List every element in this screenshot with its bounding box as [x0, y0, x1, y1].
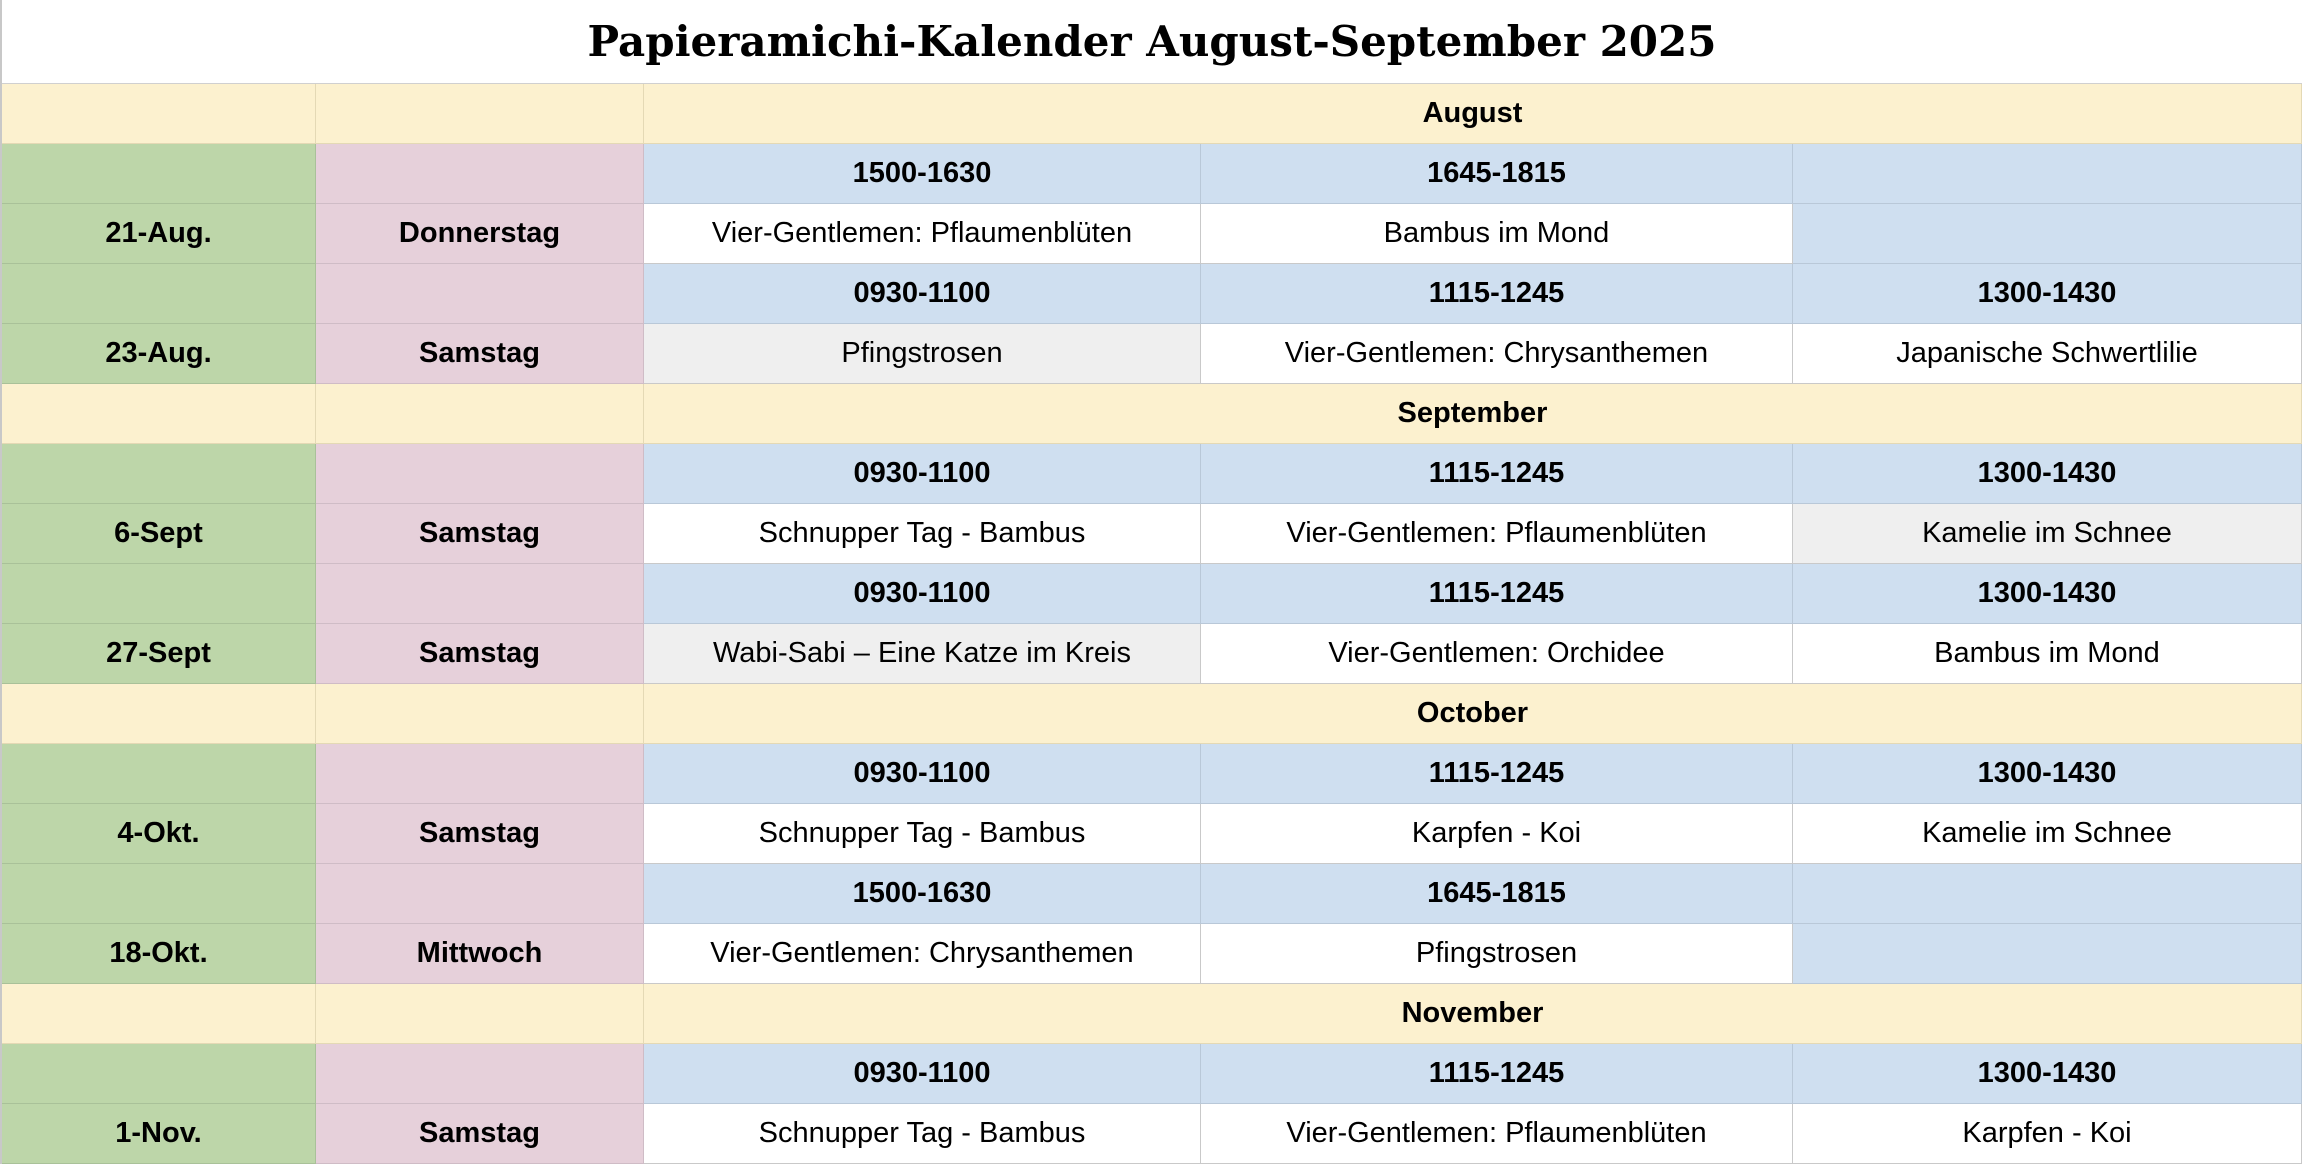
- course-cell[interactable]: Vier-Gentlemen: Pflaumenblüten: [1201, 504, 1793, 564]
- date-cell-empty[interactable]: [2, 144, 316, 204]
- course-cell[interactable]: Vier-Gentlemen: Pflaumenblüten: [1201, 1104, 1793, 1164]
- time-slot[interactable]: 0930-1100: [644, 564, 1201, 624]
- date-cell[interactable]: 27-Sept: [2, 624, 316, 684]
- date-cell[interactable]: 4-Okt.: [2, 804, 316, 864]
- day-cell[interactable]: Donnerstag: [316, 204, 644, 264]
- month-header[interactable]: November: [644, 984, 2302, 1044]
- course-cell[interactable]: Kamelie im Schnee: [1793, 504, 2302, 564]
- month-row-day-cell[interactable]: [316, 684, 644, 744]
- month-row-date-cell[interactable]: [2, 984, 316, 1044]
- day-cell[interactable]: Samstag: [316, 804, 644, 864]
- time-slot[interactable]: 1645-1815: [1201, 144, 1793, 204]
- course-cell[interactable]: Wabi-Sabi – Eine Katze im Kreis: [644, 624, 1201, 684]
- time-slot[interactable]: 1500-1630: [644, 864, 1201, 924]
- date-cell[interactable]: 6-Sept: [2, 504, 316, 564]
- day-cell-empty[interactable]: [316, 864, 644, 924]
- day-cell-empty[interactable]: [316, 264, 644, 324]
- day-cell[interactable]: Samstag: [316, 624, 644, 684]
- date-cell[interactable]: 18-Okt.: [2, 924, 316, 984]
- time-slot[interactable]: 0930-1100: [644, 444, 1201, 504]
- month-row-date-cell[interactable]: [2, 84, 316, 144]
- time-slot[interactable]: 1300-1430: [1793, 264, 2302, 324]
- course-cell[interactable]: Karpfen - Koi: [1793, 1104, 2302, 1164]
- calendar-grid: [2, 84, 2302, 1164]
- month-row-day-cell[interactable]: [316, 84, 644, 144]
- time-slot[interactable]: 1115-1245: [1201, 444, 1793, 504]
- course-cell[interactable]: Kamelie im Schnee: [1793, 804, 2302, 864]
- time-slot[interactable]: 1115-1245: [1201, 564, 1793, 624]
- course-cell[interactable]: Vier-Gentlemen: Chrysanthemen: [644, 924, 1201, 984]
- month-header[interactable]: August: [644, 84, 2302, 144]
- time-slot[interactable]: 1645-1815: [1201, 864, 1793, 924]
- month-row-date-cell[interactable]: [2, 684, 316, 744]
- month-header[interactable]: September: [644, 384, 2302, 444]
- date-cell-empty[interactable]: [2, 744, 316, 804]
- course-cell[interactable]: Vier-Gentlemen: Orchidee: [1201, 624, 1793, 684]
- page-title: Papieramichi-Kalender August-September 2025: [2, 0, 2302, 84]
- day-cell[interactable]: Samstag: [316, 504, 644, 564]
- empty-slot-cell[interactable]: [1793, 204, 2302, 264]
- date-cell[interactable]: 23-Aug.: [2, 324, 316, 384]
- time-slot[interactable]: 0930-1100: [644, 1044, 1201, 1104]
- time-slot[interactable]: 1115-1245: [1201, 744, 1793, 804]
- empty-slot-cell[interactable]: [1793, 144, 2302, 204]
- day-cell[interactable]: Samstag: [316, 1104, 644, 1164]
- date-cell[interactable]: 21-Aug.: [2, 204, 316, 264]
- course-cell[interactable]: Pfingstrosen: [1201, 924, 1793, 984]
- date-cell-empty[interactable]: [2, 564, 316, 624]
- date-cell-empty[interactable]: [2, 444, 316, 504]
- time-slot[interactable]: 1300-1430: [1793, 444, 2302, 504]
- day-cell[interactable]: Mittwoch: [316, 924, 644, 984]
- course-cell[interactable]: Japanische Schwertlilie: [1793, 324, 2302, 384]
- day-cell-empty[interactable]: [316, 564, 644, 624]
- course-cell[interactable]: Schnupper Tag - Bambus: [644, 804, 1201, 864]
- course-cell[interactable]: Bambus im Mond: [1793, 624, 2302, 684]
- course-cell[interactable]: Schnupper Tag - Bambus: [644, 1104, 1201, 1164]
- month-header[interactable]: October: [644, 684, 2302, 744]
- day-cell-empty[interactable]: [316, 144, 644, 204]
- time-slot[interactable]: 1500-1630: [644, 144, 1201, 204]
- day-cell-empty[interactable]: [316, 744, 644, 804]
- month-row-date-cell[interactable]: [2, 384, 316, 444]
- day-cell[interactable]: Samstag: [316, 324, 644, 384]
- empty-slot-cell[interactable]: [1793, 924, 2302, 984]
- date-cell-empty[interactable]: [2, 1044, 316, 1104]
- day-cell-empty[interactable]: [316, 1044, 644, 1104]
- course-cell[interactable]: Pfingstrosen: [644, 324, 1201, 384]
- date-cell[interactable]: 1-Nov.: [2, 1104, 316, 1164]
- month-row-day-cell[interactable]: [316, 984, 644, 1044]
- time-slot[interactable]: 1115-1245: [1201, 1044, 1793, 1104]
- time-slot[interactable]: 0930-1100: [644, 264, 1201, 324]
- course-cell[interactable]: Vier-Gentlemen: Chrysanthemen: [1201, 324, 1793, 384]
- course-cell[interactable]: Bambus im Mond: [1201, 204, 1793, 264]
- date-cell-empty[interactable]: [2, 264, 316, 324]
- day-cell-empty[interactable]: [316, 444, 644, 504]
- course-cell[interactable]: Karpfen - Koi: [1201, 804, 1793, 864]
- month-row-day-cell[interactable]: [316, 384, 644, 444]
- time-slot[interactable]: 1115-1245: [1201, 264, 1793, 324]
- time-slot[interactable]: 0930-1100: [644, 744, 1201, 804]
- date-cell-empty[interactable]: [2, 864, 316, 924]
- time-slot[interactable]: 1300-1430: [1793, 564, 2302, 624]
- time-slot[interactable]: 1300-1430: [1793, 1044, 2302, 1104]
- course-cell[interactable]: Schnupper Tag - Bambus: [644, 504, 1201, 564]
- course-cell[interactable]: Vier-Gentlemen: Pflaumenblüten: [644, 204, 1201, 264]
- time-slot[interactable]: 1300-1430: [1793, 744, 2302, 804]
- empty-slot-cell[interactable]: [1793, 864, 2302, 924]
